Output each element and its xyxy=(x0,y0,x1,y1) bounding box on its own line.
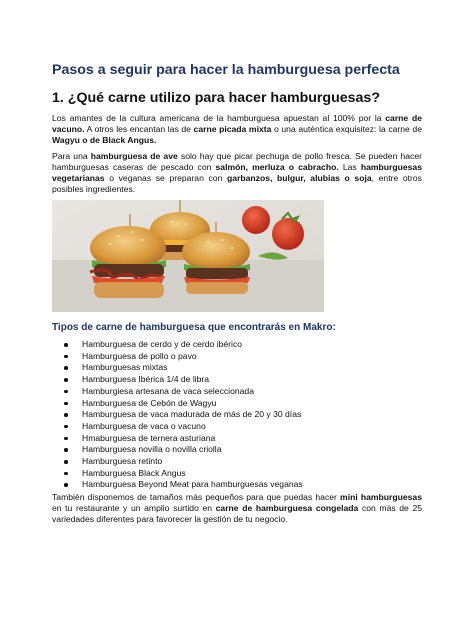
list-item-label: Hamburguesa de pollo o pavo xyxy=(82,350,197,361)
bullet-icon xyxy=(64,390,68,394)
list-item xyxy=(52,386,422,398)
list-item-label: Hamburguesas mixtas xyxy=(82,362,168,373)
bullet-icon xyxy=(64,402,68,406)
document-title: Pasos a seguir para hacer la hamburguesa perfecta xyxy=(52,62,400,78)
bullet-icon xyxy=(64,483,68,487)
bullet-icon xyxy=(64,448,68,452)
list-item-label: Hamburguesa Ibérica 1/4 de libra xyxy=(82,374,210,385)
bullet-icon xyxy=(64,460,68,464)
list-item xyxy=(52,339,422,351)
bullet-icon xyxy=(64,472,68,476)
list-item-label: Hmaburguesa de ternera asturiana xyxy=(82,432,216,443)
bullet-icon xyxy=(64,413,68,417)
list-item-label: Hamburguesa Black Angus xyxy=(82,467,186,478)
list-item xyxy=(52,421,422,433)
bullet-icon xyxy=(64,355,68,359)
list-item-label: Hamburguesa Beyond Meat para hamburguesas veganas xyxy=(82,479,303,490)
paragraph-mini-burgers: También disponemos de tamaños más pequeños para que puedas hacer mini hamburguesas en tu restaurante y un amplio surtido en carne de hamburguesa congelada con más de 25 variedades diferentes para favorecer la gestión de tu negocio. xyxy=(52,492,422,525)
list-item-label: Hamburguesa de Cebón de Wagyu xyxy=(82,397,217,408)
document-body xyxy=(52,62,422,530)
section-heading: 1. ¿Qué carne utilizo para hacer hamburguesas? xyxy=(52,90,380,106)
list-item xyxy=(52,351,422,363)
list-item xyxy=(52,398,422,410)
list-heading: Tipos de carne de hamburguesa que encontrarás en Makro: xyxy=(52,322,336,333)
list-item xyxy=(52,374,422,386)
bullet-icon xyxy=(64,425,68,429)
list-item-label: Hamburguesa de vaca madurada de más de 20 y 30 días xyxy=(82,409,302,420)
paragraph-alternatives: Para una hamburguesa de ave solo hay que picar pechuga de pollo fresca. Se pueden hacer hamburguesas caseras de pescado con salmón, merluza o cabracho. Las hamburguesas vegetarianas o veganas se preparan con garbanzos, bulgur, alubias o soja, entre otros posibles ingredientes. xyxy=(52,151,422,194)
list-item xyxy=(52,479,422,491)
bullet-icon xyxy=(64,437,68,441)
meat-types-list xyxy=(52,339,422,491)
paragraph-meat-types: Los amantes de la cultura americana de la hamburguesa apuestan al 100% por la carne de vacuno. A otros les encantan las de carne picada mixta o una auténtica exquisitez: la carne de Wagyu o de Black Angus. xyxy=(52,113,422,145)
bullet-icon xyxy=(64,343,68,347)
list-item xyxy=(52,456,422,468)
bullet-icon xyxy=(64,366,68,370)
list-item xyxy=(52,444,422,456)
list-item-label: Hamburguesa novilla o novilla criolla xyxy=(82,444,222,455)
list-item xyxy=(52,362,422,374)
bullet-icon xyxy=(64,378,68,382)
list-item-label: Hamburguesa de cerdo y de cerdo ibérico xyxy=(82,339,243,349)
mini-burgers-photo xyxy=(52,200,324,312)
list-item-label: Hamburguesa retinto xyxy=(82,456,163,467)
list-item-label: Hamburguesa de vaca o vacuno xyxy=(82,420,206,431)
list-item-label: Hamburgiesa artesana de vaca seleccionada xyxy=(82,385,254,396)
list-item xyxy=(52,409,422,421)
list-item xyxy=(52,468,422,480)
list-item xyxy=(52,433,422,445)
